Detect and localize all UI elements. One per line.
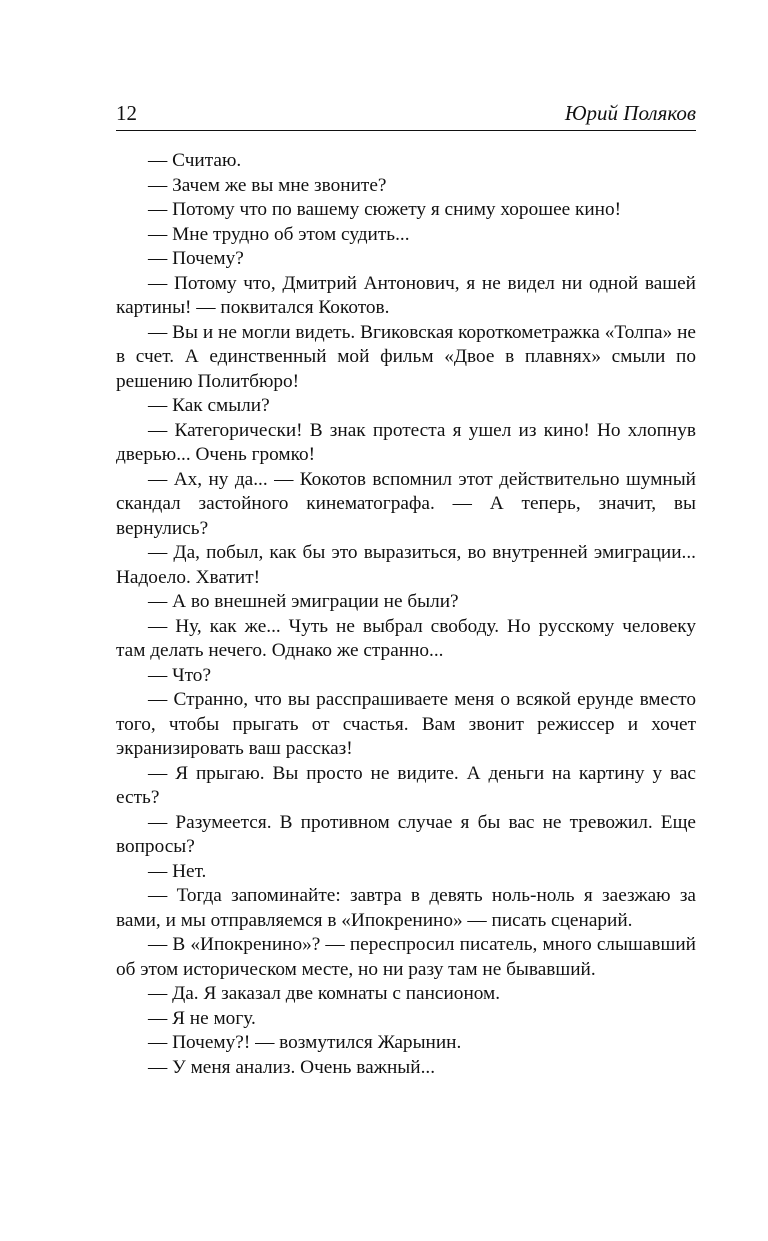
- paragraph: — Почему?! — возмутился Жарынин.: [148, 1032, 462, 1053]
- paragraph: — У меня анализ. Очень важный...: [148, 1056, 436, 1078]
- paragraph: — Я прыгаю. Вы просто не видите. А деньги на картину у вас есть?: [116, 762, 696, 808]
- running-head: [116, 96, 696, 126]
- paragraph: — Вы и не могли видеть. Вгиковская короткометражка «Толпа» не в счет. А единственный мой фильм «Двое в плавнях» смыли по решению Политбюро!: [116, 321, 696, 392]
- paragraph: — В «Ипокренино»? — переспросил писатель, много слышавший об этом историческом месте, но ни разу там не бывавший.: [116, 934, 696, 980]
- book-page: [116, 0, 696, 1241]
- paragraph: — Считаю.: [148, 150, 242, 171]
- paragraph: — Ну, как же... Чуть не выбрал свободу. Но русскому человеку там делать нечего. Однако же странно...: [116, 615, 696, 661]
- paragraph: — Нет.: [148, 860, 207, 882]
- body-text: [116, 149, 696, 1080]
- paragraph: — Да. Я заказал две комнаты с пансионом.: [148, 983, 501, 1004]
- paragraph: — Категорически! В знак протеста я ушел из кино! Но хлопнув дверью... Очень громко!: [116, 419, 696, 465]
- paragraph: — Тогда запоминайте: завтра в девять ноль-ноль я заезжаю за вами, и мы отправляемся в «Ипокренино» — писать сценарий.: [116, 885, 696, 931]
- paragraph: — Что?: [148, 664, 212, 686]
- paragraph: — Почему?: [148, 248, 244, 269]
- paragraph: — Да, побыл, как бы это выразиться, во внутренней эмиграции... Надоело. Хватит!: [116, 542, 696, 588]
- paragraph: — Я не могу.: [148, 1007, 256, 1029]
- author-name: Юрий Поляков: [564, 101, 696, 125]
- header-rule: [116, 130, 696, 131]
- paragraph: — А во внешней эмиграции не были?: [148, 591, 459, 612]
- paragraph: — Мне трудно об этом судить...: [148, 223, 410, 245]
- paragraph: — Как смыли?: [148, 395, 270, 416]
- paragraph: — Странно, что вы расспрашиваете меня о всякой ерунде вместо того, чтобы прыгать от счастья. Вам звонит режиссер и хочет экранизировать ваш рассказ!: [116, 689, 696, 759]
- paragraph: — Потому что, Дмитрий Антонович, я не видел ни одной вашей картины! — поквитался Кокотов.: [116, 272, 696, 318]
- page-number: 12: [116, 101, 137, 125]
- paragraph: — Зачем же вы мне звоните?: [148, 174, 387, 196]
- paragraph: — Разумеется. В противном случае я бы вас не тревожил. Еще вопросы?: [116, 811, 696, 857]
- paragraph: — Потому что по вашему сюжету я сниму хорошее кино!: [148, 199, 622, 220]
- paragraph: — Ах, ну да... — Кокотов вспомнил этот действительно шумный скандал застойного кинематографа. — А теперь, значит, вы вернулись?: [116, 468, 696, 539]
